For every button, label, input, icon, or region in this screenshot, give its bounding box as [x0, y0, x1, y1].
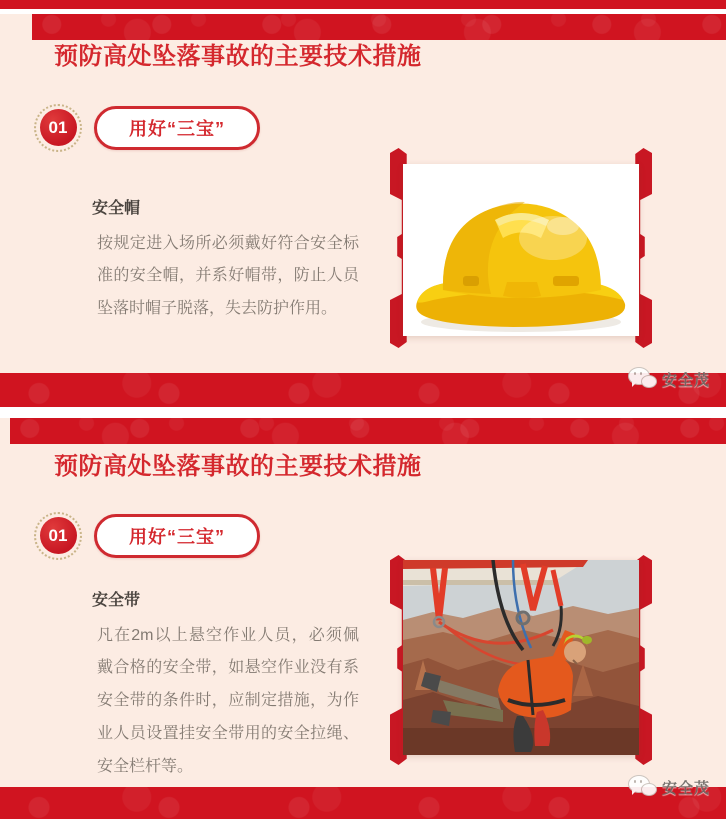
brand-watermark: [628, 775, 710, 799]
brand-watermark: [628, 367, 710, 391]
content-paragraph: 按规定进入场所必须戴好符合安全标准的安全帽，并系好帽带，防止人员坠落时帽子脱落，失去防护作用。: [97, 234, 359, 318]
slide-safety-helmet: [0, 14, 726, 407]
safety-harness-photo: [403, 560, 639, 755]
wechat-bubble-small: [641, 783, 657, 796]
content-heading: 安全帽: [92, 199, 141, 217]
section-pill-label: 用好“三宝”: [94, 106, 260, 150]
section-badge-row: [34, 511, 726, 561]
section-pill-label: 用好“三宝”: [94, 514, 260, 558]
harness-worker-illustration: [403, 560, 639, 755]
watermark-label: 安全茂: [661, 779, 710, 797]
safety-helmet-photo: [403, 164, 639, 336]
dotted-ring-decoration: [34, 512, 82, 560]
wechat-icon: [628, 775, 658, 799]
watermark-label: 安全茂: [661, 371, 710, 389]
content-text-column: [92, 195, 368, 326]
slide-title: 预防高处坠落事故的主要技术措施: [54, 453, 422, 480]
previous-slide-bottom-bar: [0, 0, 726, 9]
slide-safety-harness: [0, 418, 726, 819]
slide-divider: [0, 407, 726, 418]
slide-title: 预防高处坠落事故的主要技术措施: [54, 43, 422, 70]
dotted-ring-decoration: [34, 104, 82, 152]
section-badge-row: [34, 103, 726, 153]
slide-top-banner: [10, 418, 726, 444]
helmet-illustration: [403, 164, 639, 336]
section-number-badge: 01: [40, 109, 77, 146]
wechat-bubble-small: [641, 375, 657, 388]
content-text-column: [92, 587, 368, 784]
slide-top-banner: [32, 14, 726, 40]
image-frame: [390, 555, 652, 765]
wechat-icon: [628, 367, 658, 391]
slide-bottom-bar: [0, 787, 726, 819]
content-paragraph: 凡在2m以上悬空作业人员，必须佩戴合格的安全带，如悬空作业没有系安全带的条件时，应制定措施，为作业人员设置挂安全带用的安全拉绳、安全栏杆等。: [97, 626, 359, 775]
section-number-badge: 01: [40, 517, 77, 554]
image-frame: [390, 148, 652, 348]
content-heading: 安全带: [92, 591, 141, 609]
slide-bottom-bar: [0, 373, 726, 407]
